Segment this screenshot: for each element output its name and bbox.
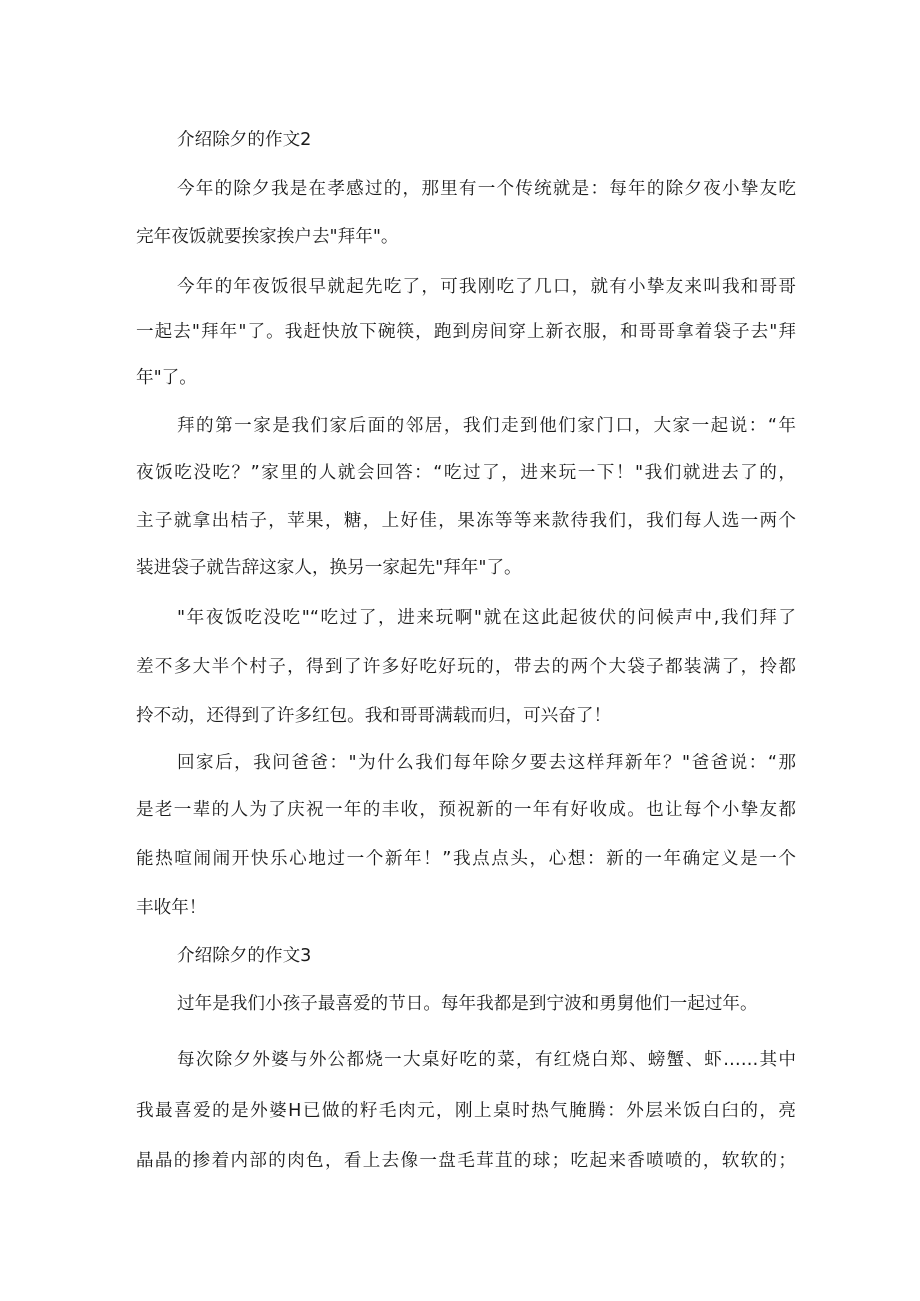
paragraph-line: 回家后，我问爸爸："为什么我们每年除夕要去这样拜新年？"爸爸说：“那: [177, 753, 796, 773]
paragraph-line: 年"了。: [136, 368, 197, 388]
paragraph-line: 晶晶的掺着内部的肉色，看上去像一盘毛茸苴的球；吃起来香喷喷的，软软的；: [136, 1151, 796, 1171]
paragraph-line: 拎不动，还得到了许多红包。我和哥哥满载而归，可兴奋了！: [136, 706, 612, 726]
paragraph-line: 今年的年夜饭很早就起先吃了，可我刚吃了几口，就有小挚友来叫我和哥哥: [177, 277, 796, 297]
paragraph-line: 过年是我们小孩子最喜爱的节日。每年我都是到宁波和勇舅他们一起过年。: [177, 994, 758, 1014]
section-3-title: 介绍除夕的作文3: [177, 946, 312, 966]
paragraph-line: 差不多大半个村子，得到了许多好吃好玩的，带去的两个大袋子都装满了，拎都: [136, 657, 796, 677]
paragraph-line: "年夜饭吃没吃"“吃过了，进来玩啊"就在这此起彼伏的问候声中,我们拜了: [177, 608, 796, 628]
paragraph-line: 是老一辈的人为了庆祝一年的丰收，预祝新的一年有好收成。也让每个小挚友都: [136, 800, 796, 820]
paragraph-line: 夜饭吃没吃？”家里的人就会回答：“吃过了，进来玩一下！"我们就进去了的，: [136, 463, 796, 483]
paragraph-line: 装进袋子就告辞这家人，换另一家起先"拜年"了。: [136, 558, 522, 578]
paragraph-line: 我最喜爱的是外婆H已做的籽毛肉元，刚上桌时热气腌腾：外层米饭白臼的，亮: [136, 1101, 796, 1121]
section-2-title: 介绍除夕的作文2: [177, 130, 312, 150]
paragraph-line: 拜的第一家是我们家后面的邻居，我们走到他们家门口，大家一起说：“年: [177, 416, 796, 436]
paragraph-line: 能热喧闹闹开快乐心地过一个新年！”我点点头，心想：新的一年确定义是一个: [136, 849, 796, 869]
paragraph-line: 每次除夕外婆与外公都烧一大桌好吃的菜，有红烧白郑、螃蟹、虾……其中: [177, 1050, 796, 1070]
paragraph-line: 完年夜饭就要挨家挨户去"拜年"。: [136, 227, 399, 247]
paragraph-line: 主子就拿出桔子，苹果，糖，上好佳，果冻等等来款待我们，我们每人选一两个: [136, 511, 796, 531]
paragraph-line: 今年的除夕我是在孝感过的，那里有一个传统就是：每年的除夕夜小挚友吃: [177, 179, 796, 199]
paragraph-line: 丰收年！: [136, 898, 207, 918]
paragraph-line: 一起去"拜年"了。我赶快放下碗筷，跑到房间穿上新衣服，和哥哥拿着袋子去"拜: [136, 322, 796, 342]
